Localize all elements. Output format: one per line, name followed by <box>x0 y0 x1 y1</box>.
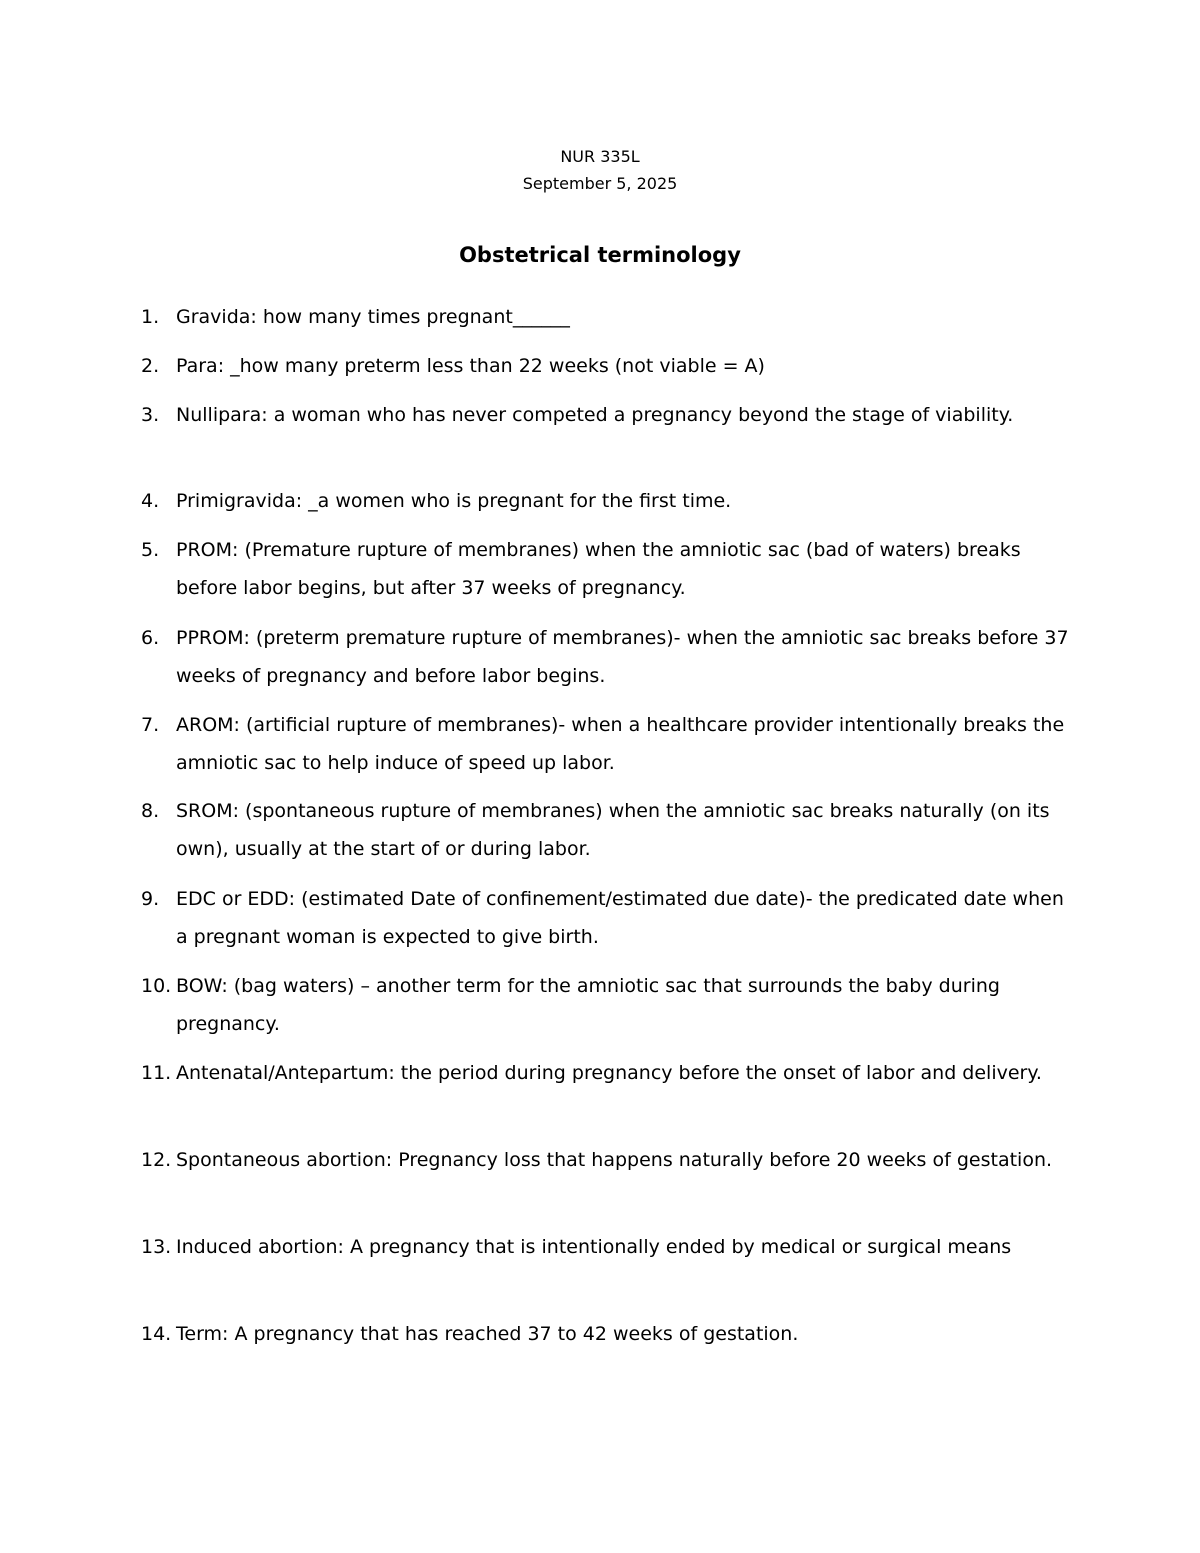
list-item <box>141 792 1071 868</box>
item-number: 14. <box>141 1323 172 1345</box>
list-item <box>141 1228 1071 1266</box>
list-item <box>141 967 1071 1043</box>
document-title: Obstetrical terminology <box>459 243 741 267</box>
list-item <box>141 482 1071 520</box>
item-text: Para: _how many preterm less than 22 weeks (not viable = A) <box>176 355 765 377</box>
item-text: BOW: (bag waters) – another term for the amniotic sac that surrounds the baby during pregnancy. <box>176 975 1000 1035</box>
list-item <box>141 298 1071 336</box>
list-item <box>141 396 1071 434</box>
item-number: 2. <box>141 355 160 377</box>
item-number: 5. <box>141 539 160 561</box>
document-date: September 5, 2025 <box>522 174 678 193</box>
list-item <box>141 619 1071 695</box>
list-item <box>141 880 1071 956</box>
list-item <box>141 347 1071 385</box>
item-text: Gravida: how many times pregnant______ <box>176 306 570 328</box>
item-text: PPROM: (preterm premature rupture of membranes)- when the amniotic sac breaks before 37 weeks of pregnancy and before labor begins. <box>176 627 1069 687</box>
item-text: PROM: (Premature rupture of membranes) when the amniotic sac (bad of waters) breaks before labor begins, but after 37 weeks of pregnancy. <box>176 539 1021 599</box>
item-number: 6. <box>141 627 160 649</box>
item-number: 12. <box>141 1149 172 1171</box>
item-number: 4. <box>141 490 160 512</box>
item-number: 1. <box>141 306 160 328</box>
list-item <box>141 531 1071 607</box>
item-text: Primigravida: _a women who is pregnant for the first time. <box>176 490 732 512</box>
item-text: Antenatal/Antepartum: the period during pregnancy before the onset of labor and delivery. <box>176 1062 1042 1084</box>
item-text: AROM: (artificial rupture of membranes)- when a healthcare provider intentionally breaks the amniotic sac to help induce of speed up labor. <box>176 714 1065 774</box>
item-text: Term: A pregnancy that has reached 37 to 42 weeks of gestation. <box>176 1323 799 1345</box>
item-number: 10. <box>141 975 172 997</box>
item-text: SROM: (spontaneous rupture of membranes) when the amniotic sac breaks naturally (on its own), usually at the start of or during labor. <box>176 800 1050 860</box>
item-text: EDC or EDD: (estimated Date of confinement/estimated due date)- the predicated date when a pregnant woman is expected to give birth. <box>176 888 1064 948</box>
item-number: 13. <box>141 1236 172 1258</box>
list-item <box>141 1141 1071 1179</box>
item-text: Nullipara: a woman who has never competed a pregnancy beyond the stage of viability. <box>176 404 1014 426</box>
list-item <box>141 1054 1071 1092</box>
item-number: 7. <box>141 714 160 736</box>
course-code: NUR 335L <box>560 147 640 166</box>
item-number: 3. <box>141 404 160 426</box>
item-number: 9. <box>141 888 160 910</box>
item-number: 8. <box>141 800 160 822</box>
item-number: 11. <box>141 1062 172 1084</box>
item-text: Induced abortion: A pregnancy that is intentionally ended by medical or surgical means <box>176 1236 1012 1258</box>
list-item <box>141 1315 1071 1353</box>
list-item <box>141 706 1071 782</box>
item-text: Spontaneous abortion: Pregnancy loss that happens naturally before 20 weeks of gestation. <box>176 1149 1053 1171</box>
